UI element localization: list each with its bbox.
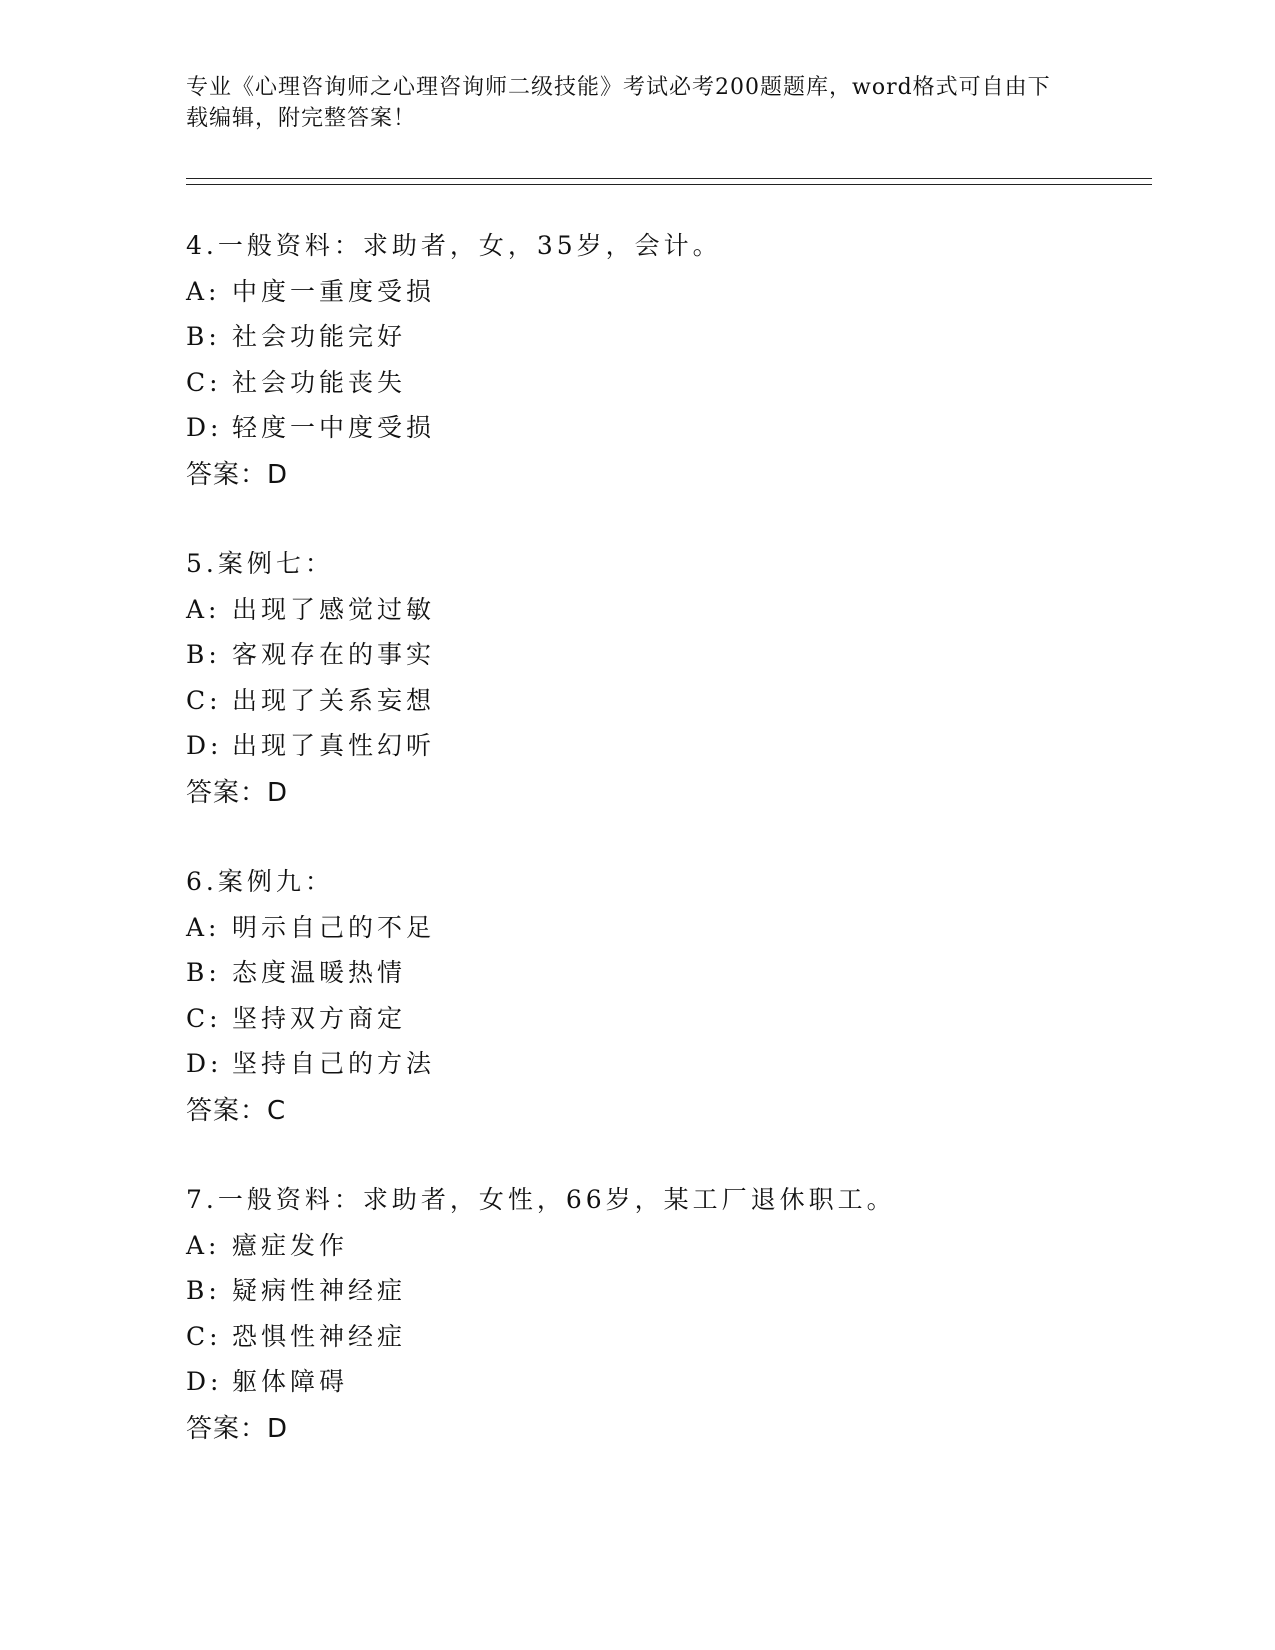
option-text: 恐惧性神经症 [232,1321,407,1351]
question-stem: 6.案例九： [186,867,334,896]
option-b [186,317,1086,363]
option-d [186,1362,1086,1408]
option-c [186,681,1086,727]
option-b [186,1271,1086,1317]
option-c [186,363,1086,409]
option-letter: C: [186,1321,222,1351]
option-text: 出现了感觉过敏 [232,594,436,624]
option-letter: C: [186,685,222,715]
answer-line: 答案：C [186,1095,287,1126]
option-letter: D: [186,731,223,760]
option-letter: B: [186,1276,221,1305]
option-letter: A: [186,1230,221,1260]
option-text: 出现了关系妄想 [232,685,436,715]
option-text: 坚持自己的方法 [232,1049,436,1078]
option-letter: D: [186,1367,223,1396]
option-letter: C: [186,1003,222,1033]
option-b [186,635,1086,681]
option-text: 躯体障碍 [232,1367,349,1396]
answer-line: 答案：D [186,777,289,808]
document-header [186,72,1066,134]
header-text: 专业《心理咨询师之心理咨询师二级技能》考试必考200题题库，word格式可自由下载编辑，附完整答案！ [186,75,1051,131]
option-d [186,726,1086,772]
option-a [186,1226,1086,1272]
option-letter: B: [186,958,221,987]
option-text: 态度温暖热情 [232,958,407,987]
option-letter: A: [186,912,221,942]
option-letter: C: [186,367,222,397]
option-a [186,590,1086,636]
option-text: 坚持双方商定 [232,1003,407,1033]
option-a [186,908,1086,954]
option-text: 明示自己的不足 [232,912,436,942]
option-text: 出现了真性幻听 [232,731,436,760]
question-block [186,862,1086,1135]
option-a [186,272,1086,318]
option-d [186,408,1086,454]
question-block [186,1180,1086,1453]
question-block [186,544,1086,817]
question-stem: 5.案例七： [186,549,334,578]
option-letter: A: [186,276,221,306]
answer-line: 答案：D [186,1413,289,1444]
option-b [186,953,1086,999]
option-letter: D: [186,413,223,442]
option-c [186,1317,1086,1363]
option-d [186,1044,1086,1090]
option-text: 客观存在的事实 [232,640,436,669]
option-text: 社会功能完好 [232,322,407,351]
option-letter: B: [186,322,221,351]
option-text: 中度一重度受损 [232,276,436,306]
question-block [186,226,1086,499]
option-letter: B: [186,640,221,669]
question-stem: 7.一般资料：求助者，女性，66岁，某工厂退休职工。 [186,1185,896,1214]
option-text: 癔症发作 [232,1230,349,1260]
option-text: 疑病性神经症 [232,1276,407,1305]
question-stem: 4.一般资料：求助者，女，35岁，会计。 [186,231,722,260]
option-text: 社会功能丧失 [232,367,407,397]
option-c [186,999,1086,1045]
answer-line: 答案：D [186,459,289,490]
option-letter: A: [186,594,221,624]
header-divider [186,178,1152,185]
option-text: 轻度一中度受损 [232,413,436,442]
option-letter: D: [186,1049,223,1078]
